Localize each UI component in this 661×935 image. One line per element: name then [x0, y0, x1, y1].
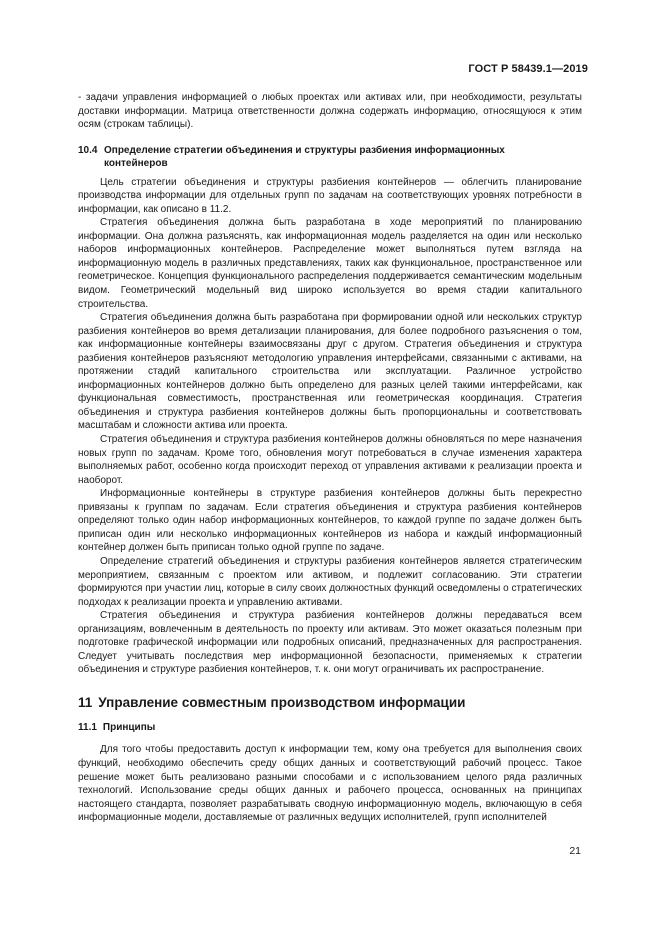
paragraph: Информационные контейнеры в структуре разбиения контейнеров должны быть перекрестно привязаны к группам по задачам. Если стратегия объединения и структура разбиения контейнеров определяют только один набор информационных контейнеров, то каждой группе по задаче должен быть приписан один или несколько информационных контейнеров из набора и каждый информационный контейнер должен быть приписан только одной группе по задаче.: [78, 488, 582, 554]
standard-header: ГОСТ Р 58439.1—2019: [468, 63, 588, 75]
paragraph: Для того чтобы предоставить доступ к информации тем, кому она требуется для выполнения своих функций, необходимо обеспечить среду общих данных и соответствующий рабочий процесс. Такое решение может быть реализовано разными способами и с использованием целого ряда различных технологий. Использование среды общих данных и рабочего процесса, основанных на принципах настоящего стандарта, позволяет разрабатывать сводную информационную модель, включающую в себя информационные модели, доставляемые от различных ведущих исполнителей, групп исполнителей: [78, 744, 582, 824]
section-number: 10.4: [78, 144, 98, 156]
section-title: Принципы: [102, 721, 156, 733]
section-11-1-heading: [78, 721, 582, 735]
paragraph: Стратегия объединения и структура разбиения контейнеров должны передаваться всем организациям, вовлеченным в деятельность по проекту или активам. Это может оказаться полезным при подготовке графической информации или подробных описаний, предназначенных для распространения. Следует учитывать последствия мер информационной безопасности, применяемых к стратегии объединения и структуре разбиения контейнеров, т. к. они могут ограничивать их распространение.: [78, 610, 582, 676]
section-title-line-2: контейнеров: [104, 157, 168, 169]
section-10-4-heading: [78, 144, 582, 170]
intro-paragraph: - задачи управления информацией о любых проектах или активах или, при необходимости, результаты доставки информации. Матрица ответственности должна содержать информацию, относящуюся к этим осям (строкам таблицы).: [78, 92, 582, 131]
paragraph: Стратегия объединения и структура разбиения контейнеров должны обновляться по мере назначения новых групп по задачам. Кроме того, обновления могут потребоваться в случае изменения характера выполняемых работ, особенно когда происходит переход от управления активами к реализации проекта и наоборот.: [78, 434, 582, 486]
paragraph: Определение стратегий объединения и структуры разбиения контейнеров является стратегическим мероприятием, связанным с проектом или активом, и подлежит согласованию. Эти стратегии формируются при участии лиц, которые в силу своих должностных функций осведомлены о стратегических подходах к реализации проекта и управлению активами.: [78, 555, 582, 608]
section-title-line-1: Определение стратегии объединения и структуры разбиения информационных: [104, 144, 505, 156]
paragraph: Цель стратегии объединения и структуры разбиения контейнеров — облегчить планирование производства информации для отдельных групп по задачам на соответствующих уровнях потребности в информации, как описано в 11.2.: [78, 176, 582, 215]
page-number: 21: [569, 845, 581, 857]
section-number: 11: [78, 694, 93, 710]
paragraph: Стратегия объединения должна быть разработана в ходе мероприятий по планированию информации. Она должна разъяснять, как информационная модель разделяется на один или несколько наборов информационных контейнеров. Распределение может выполняться путем взгляда на информационную модель в различных представлениях, таких как функциональное, пространственное или геометрическое. Концепция функционального распределения поддерживается семантическим модельным видом. Геометрический модельный вид широко используется во время стадии капитального строительства.: [78, 217, 582, 310]
section-11-heading: [78, 695, 582, 711]
paragraph: Стратегия объединения должна быть разработана при формировании одной или нескольких структур разбиения контейнеров во время детализации планирования, для более подробного разъяснения о том, как информационные контейнеры взаимосвязаны друг с другом. Стратегия объединения и структура разбиения контейнеров разъясняют методологию управления интерфейсами, связанными с активами, на протяжении стадий капитального строительства или эксплуатации. Различное устройство информационных контейнеров должно быть определено для разных целей такими интерфейсами, как функциональная совместимость, пространственная или геометрическая координация. Стратегия объединения и структура разбиения контейнеров должны быть пропорциональны и соответствовать масштабам и сложности актива или проекта.: [78, 312, 582, 432]
section-number: 11.1: [78, 721, 97, 733]
section-title: Управление совместным производством информации: [98, 694, 466, 710]
page-content: [78, 91, 582, 825]
